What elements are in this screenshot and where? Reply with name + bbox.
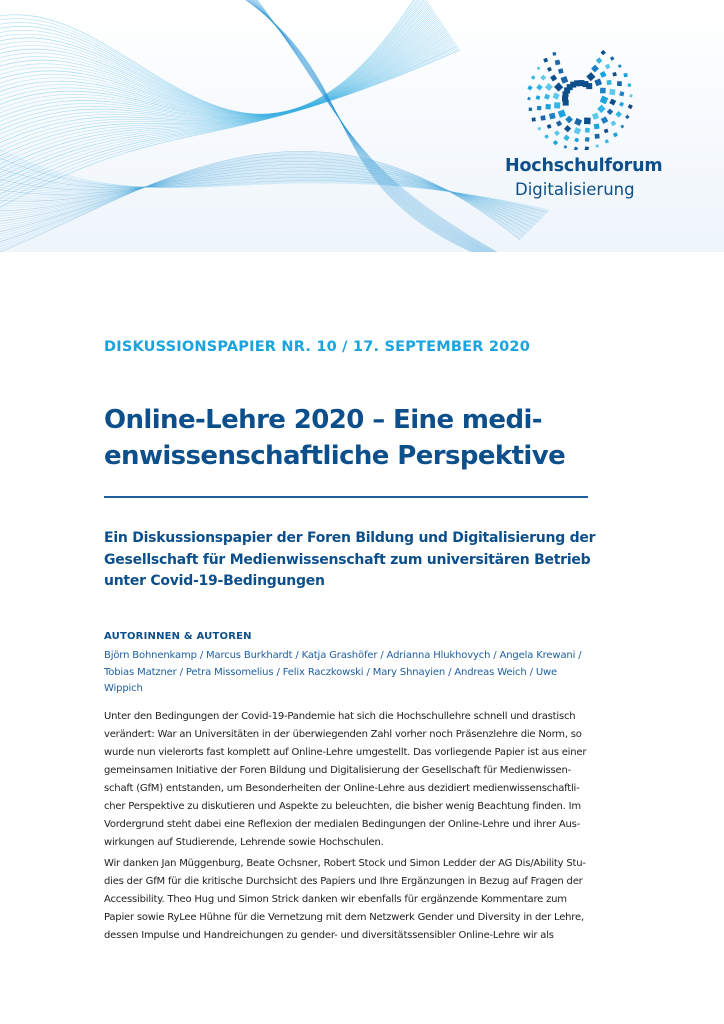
paragraph-line: schaft (GfM) entstanden, um Besonderheiten der Online-Lehre aus dezidiert medienwissenschaftli- (104, 783, 580, 794)
logo-square (600, 88, 606, 94)
logo-square (586, 83, 592, 89)
logo-square (531, 75, 536, 80)
logo-square (563, 134, 570, 141)
authors-line: Björn Bohnenkamp / Marcus Burkhardt / Katja Grashöfer / Adrianna Hlukhovych / Angela Krewani / (104, 650, 582, 661)
wave-line (0, 155, 546, 213)
wave-line (237, 0, 524, 252)
paragraph-line: dessen Impulse und Handreichungen zu gender- und diversitätssensibler Online-Lehre wir als (104, 930, 554, 941)
title-line: enwissenschaftliche Perspektive (104, 441, 566, 471)
acknowledgements-paragraph (104, 855, 594, 945)
logo-square (585, 128, 590, 133)
authors-heading: AUTORINNEN & AUTOREN (104, 631, 252, 642)
logo-square (610, 56, 615, 61)
logo-square (574, 138, 579, 143)
logo-square (605, 64, 611, 70)
logo-square (605, 139, 609, 143)
wave-line (0, 0, 425, 115)
logo-square (549, 113, 556, 120)
wave-line (230, 0, 520, 252)
logo-square (584, 117, 591, 124)
logo-square (564, 125, 571, 132)
wave-line (236, 0, 523, 252)
wave-line (233, 0, 522, 252)
wave-line (232, 0, 521, 252)
logo-square (565, 116, 573, 124)
logo-square (609, 89, 615, 95)
paragraph-line: gemeinsamen Initiative der Foren Bildung und Digitalisierung der Gesellschaft für Medienwissen- (104, 765, 572, 776)
wave-line (0, 0, 423, 114)
logo-square (527, 85, 532, 90)
logo-square (536, 84, 543, 91)
logo-square (594, 79, 602, 87)
logo-square (610, 120, 616, 126)
logo-square (556, 120, 562, 126)
logo-square (574, 147, 578, 150)
paragraph-line: verändert: War an Universitäten in der überwiegenden Zahl vorher noch Präsenzlehre die Norm, so (104, 729, 582, 740)
paragraph-line: Wir danken Jan Müggenburg, Beate Ochsner, Robert Stock und Simon Ledder der AG Dis/Ability Stu- (104, 858, 586, 869)
logo-square (592, 113, 599, 120)
wave-line (0, 0, 422, 114)
wave-line (233, 0, 521, 252)
logo-square (625, 115, 630, 120)
cover-header (0, 0, 724, 252)
logo-square (591, 65, 599, 73)
title-line: Online-Lehre 2020 – Eine medi- (104, 405, 542, 435)
logo-square (628, 104, 633, 109)
wave-line (0, 3, 429, 115)
paragraph-line: wurde nun vielerorts fast komplett auf Online-Lehre umgestellt. Das vorliegende Papier ist aus einer (104, 747, 587, 758)
wave-line (231, 0, 520, 252)
paragraph-line: Accessibility. Theo Hug und Simon Strick danken wir ebenfalls für ergänzende Kommentare zum (104, 894, 567, 905)
logo-square (554, 82, 563, 91)
logo-name-line2: Digitalisierung (515, 180, 635, 199)
wave-line (235, 0, 523, 252)
authors-list (104, 648, 594, 698)
logo-square (615, 111, 622, 118)
abstract-paragraph (104, 708, 594, 852)
logo-square (585, 137, 590, 142)
logo-square (613, 132, 618, 137)
logo-square (600, 71, 607, 78)
logo-square (554, 102, 560, 108)
wave-line (236, 0, 523, 252)
logo-square (553, 140, 558, 145)
logo-square (547, 124, 552, 129)
paragraph-line: cher Perspektive zu diskutieren und Aspekte zu beleuchten, die bisher wenig Beachtung finden. Im (104, 801, 581, 812)
wave-line (238, 0, 524, 252)
logo-square (563, 145, 567, 149)
logo-name-line1: Hochschulforum (505, 156, 663, 176)
logo-square (527, 97, 531, 101)
logo-square (596, 57, 603, 64)
logo-square (544, 94, 550, 100)
wave-line (0, 167, 535, 226)
logo-square (544, 134, 548, 138)
logo-square (558, 109, 566, 117)
wave-line (0, 0, 421, 114)
title-divider (104, 496, 588, 498)
authors-line: Tobias Matzner / Petra Missomelius / Felix Raczkowski / Mary Shnayien / Andreas Weich / Uwe (104, 666, 558, 678)
logo-square (604, 129, 609, 134)
authors-line: Wippich (104, 683, 143, 694)
logo-square (574, 127, 581, 134)
logo-square (540, 115, 545, 120)
logo-square (620, 125, 624, 129)
logo-square (628, 83, 632, 87)
subtitle-line: Gesellschaft für Medienwissenschaft zum universitären Betrieb (104, 551, 591, 568)
logo-square (537, 66, 541, 70)
wave-line (0, 5, 430, 116)
logo-square (612, 72, 616, 76)
wave-line (0, 0, 424, 115)
document-title (104, 402, 604, 474)
logo-square (554, 130, 560, 136)
wave-line (234, 0, 522, 252)
subtitle-line: Ein Diskussionspapier der Foren Bildung und Digitalisierung der (104, 530, 596, 546)
logo-square (619, 91, 624, 96)
logo-square (623, 73, 627, 77)
logo-square (558, 68, 564, 74)
logo-square (547, 67, 552, 72)
paragraph-line: dies der GfM für die kritische Durchsicht des Papiers und Ihre Ergänzungen in Bezug auf Fragen der (104, 876, 583, 887)
logo-square (594, 124, 600, 130)
hochschulforum-logo (505, 40, 663, 210)
logo-square (607, 108, 614, 115)
wave-line (0, 0, 424, 115)
logo-square (600, 96, 609, 105)
logo-square (545, 104, 551, 110)
logo-square (555, 60, 561, 66)
wave-line (238, 0, 524, 252)
logo-square (552, 52, 556, 56)
subtitle-line: unter Covid-19-Bedingungen (104, 573, 325, 589)
logo-mark-icon (520, 40, 640, 150)
logo-square (540, 75, 546, 81)
paragraph-line: Unter den Bedingungen der Covid-19-Pandemie hat sich die Hochschullehre schnell und drastisch (104, 711, 576, 722)
series-label: DISKUSSIONSPAPIER NR. 10 / 17. SEPTEMBER 2020 (104, 339, 530, 355)
logo-square (619, 102, 624, 107)
paragraph-line: Vordergrund steht dabei eine Reflexion der medialen Bedingungen der Online-Lehre und ihrer Aus- (104, 819, 581, 830)
document-subtitle (104, 528, 604, 593)
logo-square (574, 118, 582, 126)
logo-square (629, 94, 633, 98)
logo-square (595, 134, 600, 139)
logo-square (538, 127, 541, 130)
logo-square (609, 99, 616, 106)
logo-square (543, 58, 548, 63)
logo-square (529, 107, 533, 111)
wave-line (240, 0, 525, 252)
logo-square (553, 92, 560, 99)
logo-square (536, 95, 541, 100)
logo-square (617, 81, 622, 86)
logo-square (585, 146, 590, 150)
logo-square (601, 50, 606, 55)
logo-square (618, 64, 622, 68)
logo-square (550, 75, 557, 82)
wave-line (241, 0, 525, 252)
logo-square (561, 76, 569, 84)
wave-line (231, 0, 521, 252)
logo-square (586, 72, 595, 81)
paragraph-line: Papier sowie RyLee Hühne für die Vernetzung mit dem Netzwerk Gender und Diversity in der Lehre, (104, 912, 584, 923)
logo-square (607, 80, 612, 85)
wave-line (0, 0, 420, 114)
logo-square (532, 117, 536, 121)
logo-square (537, 106, 542, 111)
wave-line (0, 171, 542, 218)
paragraph-line: wirkungen auf Studierende, Lehrende sowie Hochschulen. (104, 837, 384, 848)
logo-square (596, 145, 599, 148)
wave-line (240, 0, 525, 252)
logo-square (601, 116, 609, 124)
logo-square (597, 105, 605, 113)
wave-line (239, 0, 525, 252)
logo-square (545, 83, 553, 91)
